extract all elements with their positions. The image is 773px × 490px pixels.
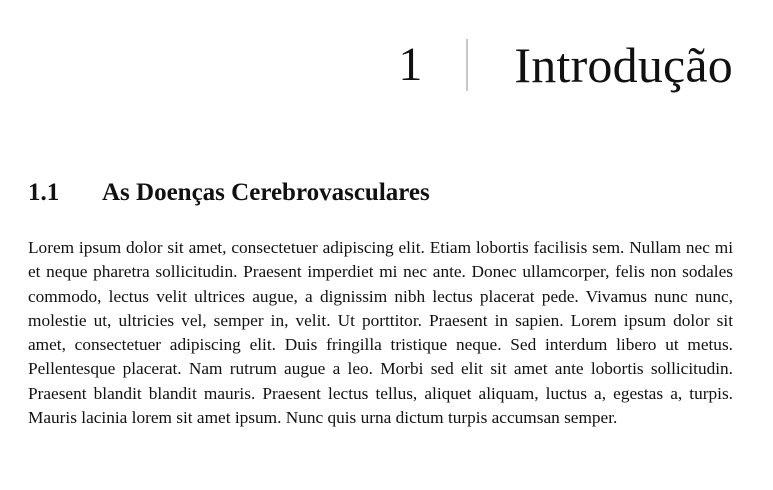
section-heading [28, 180, 430, 205]
section-number: 1.1 [28, 179, 60, 206]
chapter-divider [466, 39, 468, 91]
chapter-number: 1 [398, 38, 423, 91]
body-paragraph: Lorem ipsum dolor sit amet, consectetuer adipiscing elit. Etiam lobortis facilisis sem. Nullam nec mi et neque pharetra sollicitudin. Praesent imperdiet mi nec ante. Donec ullamcorper, felis non sodales commodo, lectus velit ultrices augue, a dignissim nibh lectus placerat pede. Vivamus nunc nunc, molestie ut, ultricies vel, semper in, velit. Ut porttitor. Praesent in sapien. Lorem ipsum dolor sit amet, consectetuer adipiscing elit. Duis fringilla tristique neque. Sed interdum libero ut metus. Pellentesque placerat. Nam rutrum augue a leo. Morbi sed elit sit amet ante lobortis sollicitudin. Praesent blandit blandit mauris. Praesent lectus tellus, aliquet aliquam, luctus a, egestas a, turpis. Mauris lacinia lorem sit amet ipsum. Nunc quis urna dictum turpis accumsan semper. [28, 238, 733, 428]
chapter-header [398, 30, 733, 100]
section-title: As Doenças Cerebrovasculares [102, 179, 430, 206]
chapter-title: Introdução [514, 37, 733, 93]
